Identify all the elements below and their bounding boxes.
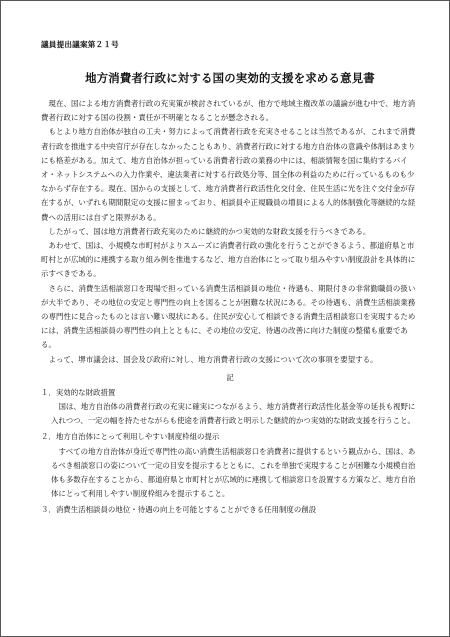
request-item-2	[41, 430, 419, 501]
paragraph: さらに、消費生活相談窓口を現場で担っている消費生活相談員の地位・待遇も、期限付きの非常勤職員の扱いが大半であり、その地位の安定と専門性の向上を図ることが困難な状況にある。その待遇も、消費生活相談業務の専門性に見合ったものとは言い難い現状にある。住民が安心して相談できる消費生活相談窓口を実現するためには、消費生活相談員の専門性の向上とともに、その地位の安定、待遇の改善に向けた制度の整備も重要である。	[41, 283, 416, 350]
request-item-heading: ３．消費生活相談員の地位・待遇の向上を可能とすることができる任用制度の創設	[41, 505, 317, 515]
paragraph: 現在、国による地方消費者行政の充実策が検討されているが、他方で地域主権改革の議論が進む中で、地方消費者行政に対する国の役割・責任が不明確となることが懸念される。	[41, 99, 416, 123]
request-item-body: すべての地方自治体が身近で専門性の高い消費生活相談窓口を消費者に提供するという観点から、国は、あるべき相談窓口の姿について一定の目安を提示するとともに、これを単独で実現することが困難な小規模自治体も多数存在することから、都道府県と市町村とが広域的に連携して相談窓口を設置する方策など、地方自治体にとって利用しやすい制度枠組みを提示すること。	[51, 446, 416, 499]
request-item-heading: １．実効的な財政措置	[41, 387, 116, 397]
request-item-body: 国は、地方自治体の消費者行政の充実に確実につながるよう、地方消費者行政活性化基金等の延長も視野に入れつつ、一定の幅を持たせながらも使途を消費者行政と明示した継続的かつ実効的な財政支援を行うこと。	[51, 402, 416, 426]
paragraph: よって、堺市議会は、国会及び政府に対し、地方消費者行政の支援について次の事項を要望する。	[48, 354, 378, 364]
request-item-3	[41, 503, 419, 517]
document-content	[41, 39, 419, 520]
paragraph: もとより地方自治体が独自の工夫・努力によって消費者行政を充実させることは当然であるが、これまで消費者行政を推進する中央官庁が存在しなかったこともあり、消費者行政に対する地方自治体の意識や体制はあまりにも格差がある。加えて、地方自治体が担っている消費者行政の業務の中には、相談情報を国に集約するパイオ・ネットシステムへの入力作業や、違法業者に対する行政処分等、国全体の利益のために行っているものも少なからず存在する。現在、国からの支援として、地方消費者行政活性化交付金、住民生活に光を注ぐ交付金が存在するが、いずれも期間限定の支援に留まっており、相談員や正規職員の増員による人的体制強化等継続的な経費への活用には自ずと限界がある。	[41, 127, 416, 222]
request-item-heading: ２．地方自治体にとって利用しやすい制度枠組の提示	[41, 432, 220, 442]
paragraph: あわせて、国は、小規模な市町村がよりスムーズに消費者行政の強化を行うことができるよう、都道府県と市町村とが広域的に連携する取り組み例を推進するなど、地方自治体にとって取り組みやすい制度設計を具体的に示すべきである。	[41, 241, 416, 279]
paragraph: したがって、国は地方消費者行政充実のために継続的かつ実効的な財政支援を行うべきである。	[48, 226, 371, 236]
bill-number: 議員提出議案第２１号	[41, 40, 119, 49]
ki-marker: 記	[226, 372, 234, 382]
request-item-1	[41, 386, 419, 429]
document-title: 地方消費者行政に対する国の実効的支援を求める意見書	[85, 71, 375, 85]
